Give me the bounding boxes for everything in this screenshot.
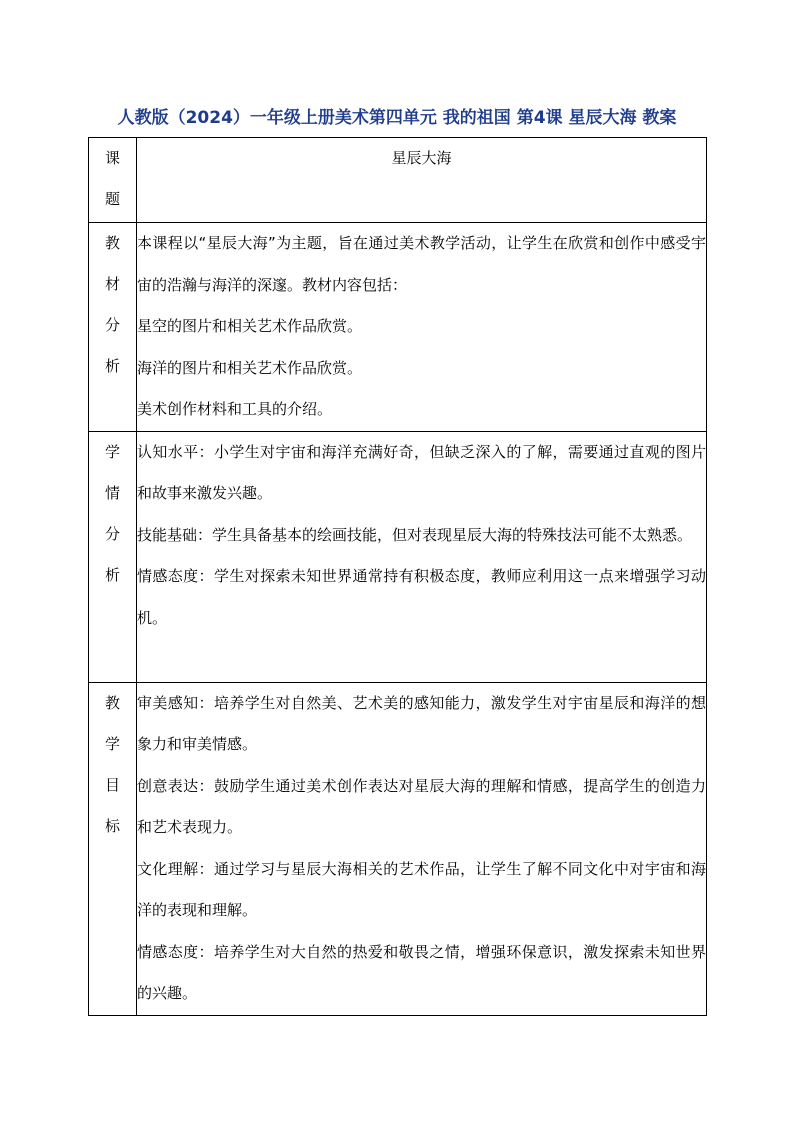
learner-analysis-content	[137, 431, 707, 682]
paragraph: 技能基础：学生具备基本的绘画技能，但对表现星辰大海的特殊技法可能不太熟悉。	[137, 525, 693, 544]
row-label-subject	[89, 138, 137, 223]
label-char: 分	[104, 316, 120, 334]
paragraph: 认知水平：小学生对宇宙和海洋充满好奇，但缺乏深入的了解，需要通过直观的图片和故事来激发兴趣。	[137, 442, 706, 502]
table-row-material-analysis	[89, 223, 707, 432]
lesson-plan-table	[88, 137, 707, 1016]
label-char: 情	[104, 483, 120, 502]
label-char: 材	[104, 275, 120, 293]
document-title: 人教版（2024）一年级上册美术第四单元 我的祖国 第4课 星辰大海 教案	[117, 108, 677, 128]
paragraph: 创意表达：鼓励学生通过美术创作表达对星辰大海的理解和情感，提高学生的创造力和艺术表现力。	[137, 776, 706, 836]
row-label-material-analysis	[89, 223, 137, 432]
table-row-teaching-goals	[89, 682, 707, 1015]
label-char: 目	[104, 775, 120, 794]
row-label-teaching-goals	[89, 682, 137, 1015]
label-char: 学	[104, 442, 120, 461]
label-char: 析	[104, 565, 120, 584]
paragraph: 情感态度：培养学生对大自然的热爱和敬畏之情，增强环保意识，激发探索未知世界的兴趣。	[137, 942, 706, 1002]
label-char: 教	[104, 693, 120, 712]
subject-value: 星辰大海	[137, 138, 707, 223]
paragraph: 海洋的图片和相关艺术作品欣赏。	[137, 358, 363, 377]
paragraph: 文化理解：通过学习与星辰大海相关的艺术作品，让学生了解不同文化中对宇宙和海洋的表现和理解。	[137, 859, 706, 919]
material-analysis-content	[137, 223, 707, 432]
paragraph: 本课程以“星辰大海”为主题，旨在通过美术教学活动，让学生在欣赏和创作中感受宇宙的浩瀚与海洋的深邃。教材内容包括：	[137, 234, 706, 294]
table-row-learner-analysis	[89, 431, 707, 682]
label-char: 标	[104, 816, 120, 835]
label-char: 学	[104, 734, 120, 753]
label-char: 分	[104, 524, 120, 543]
row-label-learner-analysis	[89, 431, 137, 682]
teaching-goals-content	[137, 682, 707, 1015]
paragraph: 星空的图片和相关艺术作品欣赏。	[137, 317, 363, 335]
paragraph: 情感态度：学生对探索未知世界通常持有积极态度，教师应利用这一点来增强学习动机。	[137, 567, 706, 627]
paragraph: 美术创作材料和工具的介绍。	[137, 400, 333, 418]
paragraph: 审美感知：培养学生对自然美、艺术美的感知能力，激发学生对宇宙星辰和海洋的想象力和审美情感。	[137, 693, 706, 753]
label-char: 题	[104, 190, 120, 208]
table-row-subject	[89, 138, 707, 223]
label-char: 课	[104, 149, 120, 167]
label-char: 析	[104, 357, 120, 375]
label-char: 教	[104, 234, 120, 252]
